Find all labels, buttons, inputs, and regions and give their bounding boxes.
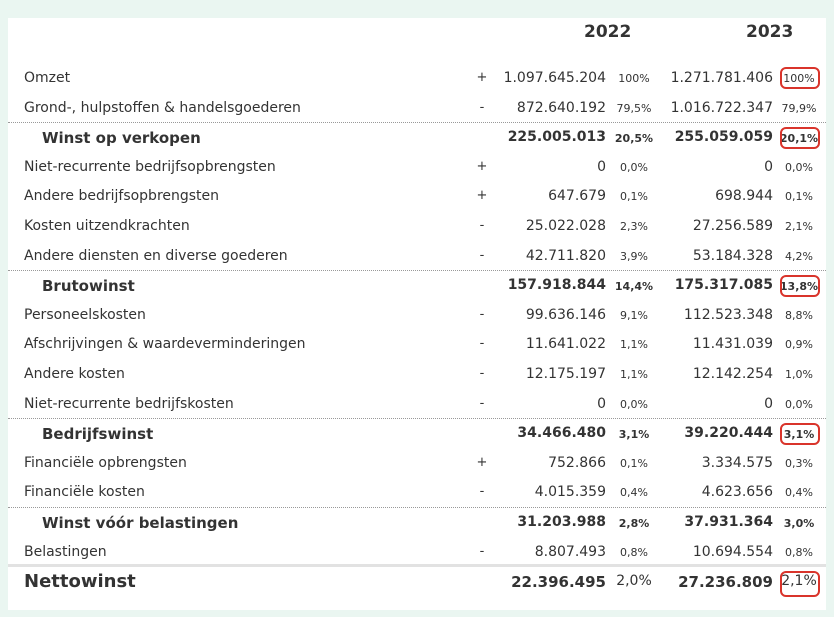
table-row	[8, 359, 826, 388]
percent-2022: 0,0%	[620, 160, 648, 174]
row-label: Brutowinst	[42, 277, 135, 296]
table-row	[8, 181, 826, 210]
highlight-circle	[780, 275, 820, 297]
value-2023: 37.931.364	[684, 514, 773, 530]
value-2023: 112.523.348	[683, 306, 773, 323]
header-year-2022: 2022	[584, 22, 632, 42]
value-2022: 34.466.480	[517, 425, 606, 442]
value-2023: 53.184.328	[692, 247, 773, 264]
percent-2022: 79,5%	[616, 101, 652, 115]
percent-2023: 0,0%	[785, 160, 813, 174]
value-2023: 1.016.722.347	[670, 99, 773, 116]
percent-2023: 8,8%	[785, 308, 813, 322]
row-label: Winst vóór belastingen	[42, 514, 239, 532]
table-row	[8, 329, 826, 358]
row-label: Personeelskosten	[24, 306, 146, 323]
highlight-circle	[780, 423, 820, 445]
percent-2022: 0,1%	[620, 456, 648, 470]
table-row	[8, 537, 826, 566]
value-2023: 0	[764, 395, 773, 412]
sign-indicator: -	[479, 306, 485, 322]
row-label: Financiële opbrengsten	[24, 454, 187, 471]
income-statement-table	[8, 18, 826, 610]
value-2023: 0	[764, 158, 773, 175]
percent-2022: 2,3%	[620, 220, 648, 233]
row-label: Bedrijfswinst	[42, 425, 154, 444]
percent-2023: 0,8%	[785, 545, 813, 559]
sign-indicator: -	[479, 336, 485, 352]
percent-2022: 3,9%	[620, 249, 648, 263]
percent-2023: 79,9%	[781, 101, 817, 115]
row-label: Niet-recurrente bedrijfskosten	[24, 395, 234, 412]
table-row	[8, 122, 826, 152]
value-2022: 0	[597, 395, 606, 412]
sign-indicator: -	[479, 484, 485, 500]
sign-indicator: +	[476, 70, 488, 85]
value-2023: 1.271.781.406	[670, 70, 773, 86]
percent-2023: 0,3%	[785, 456, 813, 470]
net-profit-row	[8, 567, 826, 603]
value-2023: 3.334.575	[701, 454, 773, 471]
table-row	[8, 389, 826, 418]
value-2023: 175.317.085	[674, 277, 773, 294]
value-2022: 157.918.844	[507, 277, 606, 294]
value-2022: 99.636.146	[525, 306, 606, 323]
value-2022: 12.175.197	[525, 366, 606, 382]
percent-2022: 0,0%	[620, 397, 648, 411]
sign-indicator: -	[479, 366, 485, 381]
percent-2022: 20,5%	[614, 132, 654, 146]
row-label: Andere diensten en diverse goederen	[24, 247, 288, 264]
percent-2022: 1,1%	[620, 368, 648, 381]
percent-2022: 9,1%	[620, 308, 648, 322]
table-row	[8, 270, 826, 300]
percent-2022: 2,0%	[616, 573, 652, 589]
value-2022: 872.640.192	[516, 99, 606, 116]
percent-2023: 0,9%	[785, 338, 813, 352]
sign-indicator: -	[479, 395, 485, 411]
value-2023: 4.623.656	[701, 484, 773, 501]
percent-2022: 14,4%	[614, 280, 654, 294]
value-2022: 42.711.820	[525, 247, 606, 264]
table-row	[8, 211, 826, 240]
sign-indicator: +	[476, 454, 488, 470]
sign-indicator: -	[479, 218, 485, 233]
sign-indicator: +	[476, 158, 488, 174]
value-2022: 31.203.988	[517, 514, 606, 530]
highlight-circle	[780, 571, 820, 597]
percent-2022: 3,1%	[618, 428, 650, 442]
table-row	[8, 63, 826, 92]
highlight-circle	[780, 67, 820, 89]
percent-2023: 4,2%	[785, 249, 813, 263]
value-2022: 0	[597, 158, 606, 175]
value-2023: 698.944	[715, 188, 773, 205]
percent-2023: 13,8%	[779, 280, 819, 294]
percent-2022: 0,4%	[620, 486, 648, 500]
value-2022: 4.015.359	[534, 484, 606, 501]
value-2023: 10.694.554	[692, 543, 773, 560]
table-row	[8, 507, 826, 537]
percent-2023: 1,0%	[785, 368, 813, 381]
percent-2022: 100%	[618, 72, 650, 85]
row-label: Kosten uitzendkrachten	[24, 218, 190, 234]
row-label: Niet-recurrente bedrijfsopbrengsten	[24, 158, 276, 175]
row-label: Financiële kosten	[24, 484, 145, 501]
row-label: Omzet	[24, 70, 71, 86]
percent-2022: 0,8%	[620, 545, 648, 559]
value-2023: 255.059.059	[674, 129, 773, 146]
value-2022: 752.866	[548, 454, 606, 471]
row-label: Belastingen	[24, 543, 107, 560]
percent-2023: 2,1%	[781, 573, 817, 589]
table-row	[8, 300, 826, 329]
percent-2023: 2,1%	[785, 220, 813, 233]
row-label: Andere kosten	[24, 366, 125, 382]
row-label: Afschrijvingen & waardeverminderingen	[24, 336, 306, 353]
value-2022: 8.807.493	[534, 543, 606, 560]
percent-2023: 20,1%	[779, 132, 819, 146]
percent-2023: 0,0%	[785, 397, 813, 411]
header-year-2023: 2023	[746, 22, 794, 42]
value-2022: 647.679	[548, 188, 606, 205]
table-row	[8, 152, 826, 181]
value-2023: 39.220.444	[684, 425, 773, 442]
value-2023: 27.256.589	[692, 218, 773, 234]
percent-2022: 2,8%	[618, 517, 650, 530]
row-label: Andere bedrijfsopbrengsten	[24, 188, 220, 205]
table-row	[8, 448, 826, 477]
table-row	[8, 93, 826, 122]
table-row	[8, 418, 826, 448]
value-2022: 25.022.028	[525, 218, 606, 234]
percent-2022: 1,1%	[620, 338, 648, 352]
percent-2022: 0,1%	[620, 190, 648, 204]
sign-indicator: -	[479, 247, 485, 263]
value-2022: 11.641.022	[525, 336, 606, 353]
percent-2023: 0,1%	[785, 190, 813, 204]
sign-indicator: -	[479, 99, 485, 115]
value-2023: 12.142.254	[692, 366, 773, 382]
percent-2023: 3,0%	[783, 517, 815, 530]
percent-2023: 3,1%	[783, 428, 815, 442]
percent-2023: 0,4%	[785, 486, 813, 500]
value-2023: 11.431.039	[692, 336, 773, 353]
value-2022: 22.396.495	[511, 573, 606, 591]
value-2023: 27.236.809	[678, 573, 773, 591]
value-2022: 1.097.645.204	[503, 70, 606, 86]
row-label: Grond-, hulpstoffen & handelsgoederen	[24, 99, 301, 116]
sign-indicator: +	[476, 188, 488, 204]
table-row	[8, 477, 826, 506]
sign-indicator: -	[479, 543, 485, 559]
value-2022: 225.005.013	[507, 129, 606, 146]
row-label: Winst op verkopen	[42, 129, 201, 148]
row-label: Nettowinst	[24, 571, 136, 592]
highlight-circle	[780, 127, 820, 149]
percent-2023: 100%	[783, 72, 815, 85]
table-row	[8, 241, 826, 270]
